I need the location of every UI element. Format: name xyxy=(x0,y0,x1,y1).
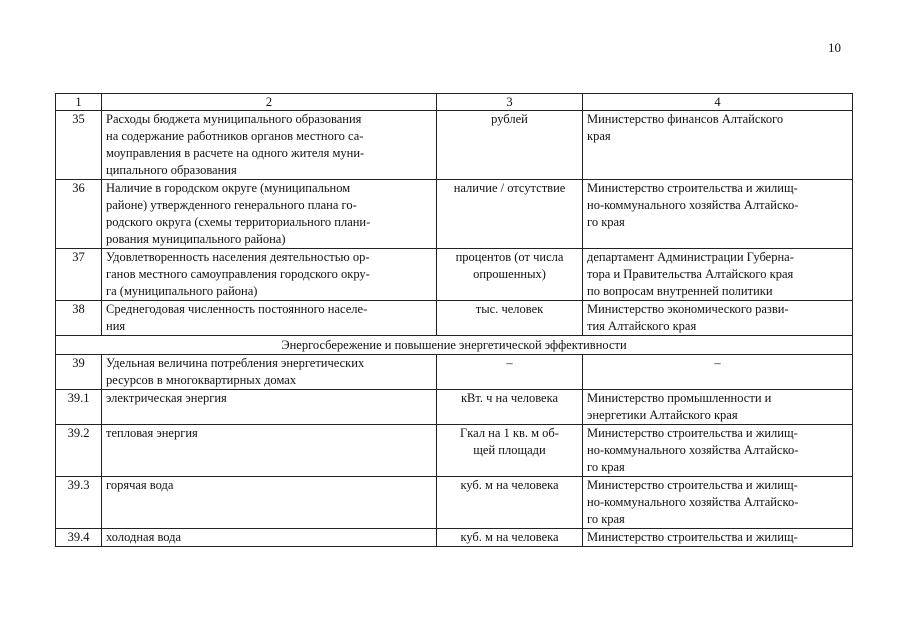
table-row xyxy=(56,355,853,390)
table-row xyxy=(56,249,853,301)
table-row xyxy=(56,529,853,547)
row-organization: Министерство строительства и жилищ- но-коммунального хозяйства Алтайско- го края xyxy=(583,477,853,529)
indicators-table xyxy=(55,93,853,547)
table-row xyxy=(56,180,853,249)
row-organization: Министерство промышленности и энергетики Алтайского края xyxy=(583,390,853,425)
section-header-row xyxy=(56,336,853,355)
row-number: 39.3 xyxy=(56,477,102,529)
table-row xyxy=(56,111,853,180)
row-organization: Министерство строительства и жилищ- но-коммунального хозяйства Алтайско- го края xyxy=(583,425,853,477)
row-number: 39.1 xyxy=(56,390,102,425)
row-unit: Гкал на 1 кв. м об- щей площади xyxy=(437,425,583,477)
row-number: 36 xyxy=(56,180,102,249)
row-description: тепловая энергия xyxy=(102,425,437,477)
row-description: Наличие в городском округе (муниципальном районе) утвержденного генерального плана го- родского округа (схемы территориального плани- рования муниципального района) xyxy=(102,180,437,249)
row-description: Удельная величина потребления энергетических ресурсов в многоквартирных домах xyxy=(102,355,437,390)
table-header-row xyxy=(56,94,853,111)
row-organization: – xyxy=(583,355,853,390)
row-unit: процентов (от числа опрошенных) xyxy=(437,249,583,301)
table-row xyxy=(56,390,853,425)
row-number: 38 xyxy=(56,301,102,336)
row-unit: тыс. человек xyxy=(437,301,583,336)
row-description: Удовлетворенность населения деятельностью ор- ганов местного самоуправления городского окру- га (муниципального района) xyxy=(102,249,437,301)
section-title: Энергосбережение и повышение энергетической эффективности xyxy=(56,336,853,355)
row-number: 39.4 xyxy=(56,529,102,547)
table-row xyxy=(56,477,853,529)
row-organization: Министерство строительства и жилищ- но-коммунального хозяйства Алтайско- го края xyxy=(583,180,853,249)
header-cell-3: 3 xyxy=(437,94,583,111)
row-unit: кВт. ч на человека xyxy=(437,390,583,425)
row-unit: наличие / отсутствие xyxy=(437,180,583,249)
page-number: 10 xyxy=(828,40,841,55)
row-number: 39 xyxy=(56,355,102,390)
row-unit: куб. м на человека xyxy=(437,477,583,529)
row-number: 39.2 xyxy=(56,425,102,477)
row-organization: Министерство экономического разви- тия Алтайского края xyxy=(583,301,853,336)
row-description: Среднегодовая численность постоянного населе- ния xyxy=(102,301,437,336)
table-row xyxy=(56,425,853,477)
row-description: Расходы бюджета муниципального образования на содержание работников органов местного са- моуправления в расчете на одного жителя муни- ципального образования xyxy=(102,111,437,180)
row-number: 37 xyxy=(56,249,102,301)
row-description: горячая вода xyxy=(102,477,437,529)
row-unit: рублей xyxy=(437,111,583,180)
row-description: электрическая энергия xyxy=(102,390,437,425)
table-row xyxy=(56,301,853,336)
header-cell-4: 4 xyxy=(583,94,853,111)
row-number: 35 xyxy=(56,111,102,180)
row-unit: – xyxy=(437,355,583,390)
header-cell-1: 1 xyxy=(56,94,102,111)
row-organization: департамент Администрации Губерна- тора и Правительства Алтайского края по вопросам внутренней политики xyxy=(583,249,853,301)
row-unit: куб. м на человека xyxy=(437,529,583,547)
row-organization: Министерство строительства и жилищ- xyxy=(583,529,853,547)
row-organization: Министерство финансов Алтайского края xyxy=(583,111,853,180)
header-cell-2: 2 xyxy=(102,94,437,111)
row-description: холодная вода xyxy=(102,529,437,547)
